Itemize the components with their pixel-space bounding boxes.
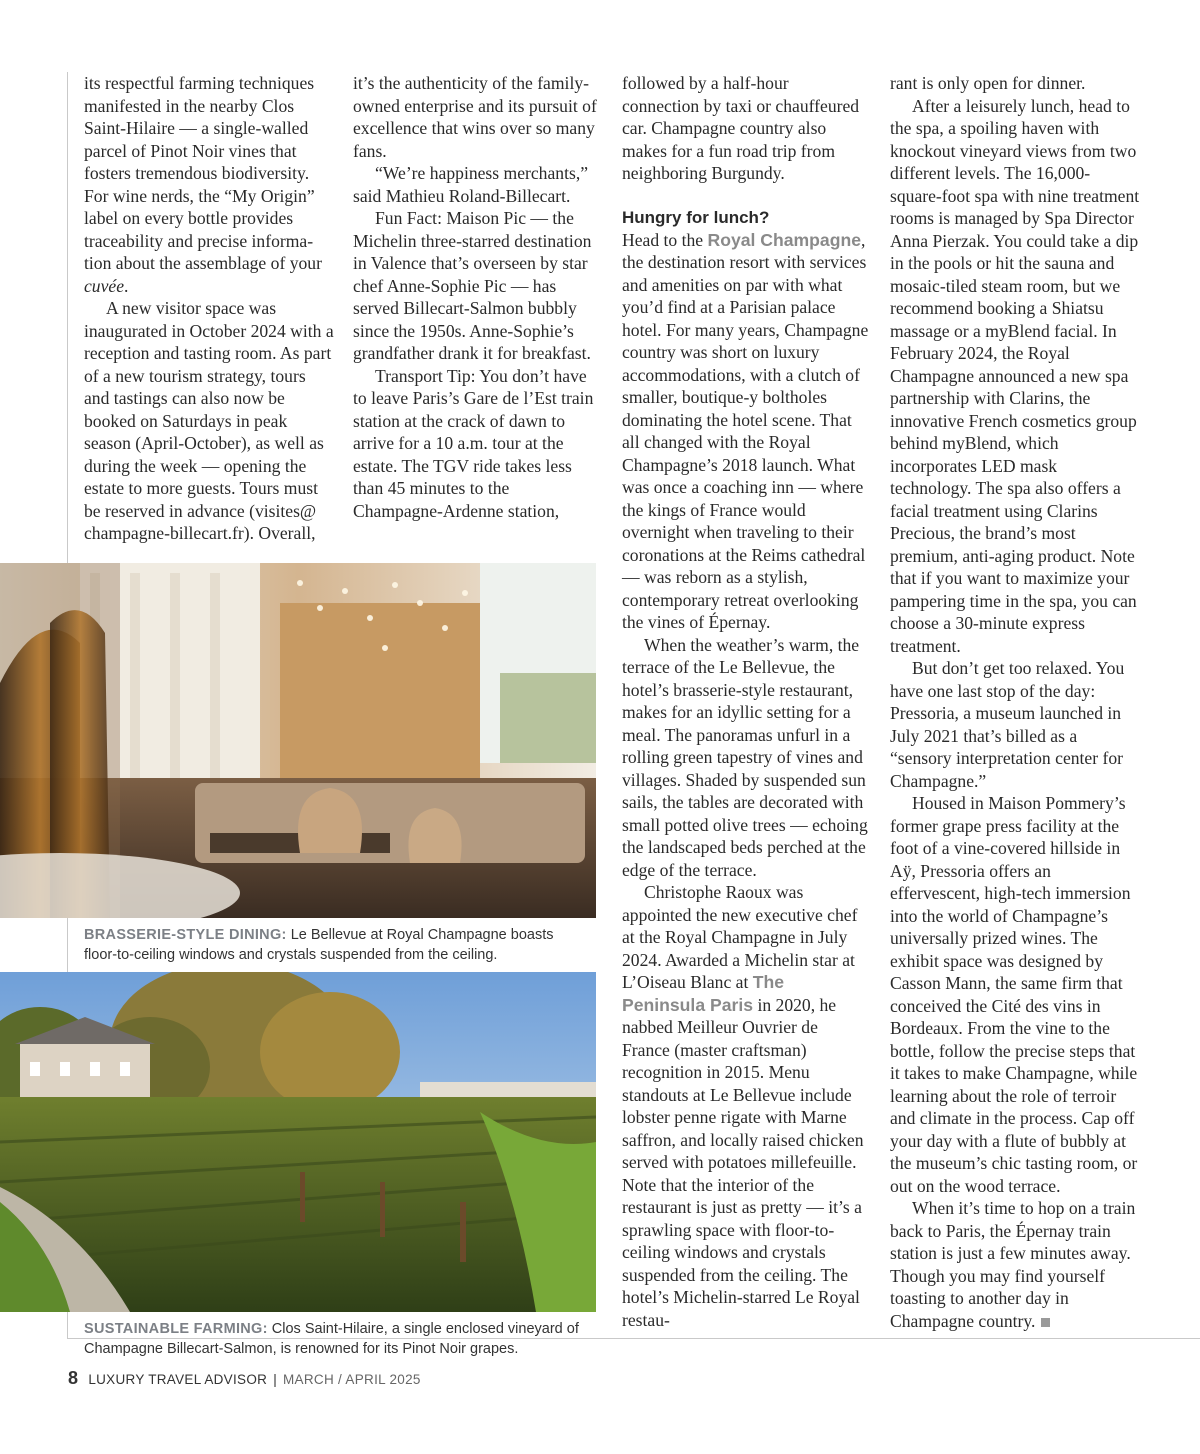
article-column-3 bbox=[622, 72, 870, 1331]
vineyard-photo-caption: SUSTAINABLE FARMING: Clos Saint-Hilaire, a single enclosed vineyard of Champagne Billecart-Salmon, is renowned for its Pinot Noir grapes. bbox=[84, 1321, 579, 1357]
paragraph: When it’s time to hop on a train back to Paris, the Épernay train station is just a few minutes away. Though you may find yourself toasting to another day in Champagne country. bbox=[890, 1198, 1136, 1331]
paragraph: Housed in Maison Pommery’s former grape press facility at the foot of a vine-covered hillside in Aÿ, Pressoria offers an effervescent, high-tech immersion into the world of Champagne’s universally prized wines. The exhibit space was designed by Casson Mann, the same firm that conceived the Cité des vins in Bordeaux. From the vine to the bottle, follow the precise steps that it takes to make Champagne, while learning about the role of terroir and climate in the process. Cap off your day with a flute of bubbly at the museum’s chic tasting room, or out on the wood terrace. bbox=[890, 793, 1138, 1196]
royal-champagne-link[interactable]: Royal Champagne bbox=[707, 229, 861, 250]
article-column-1 bbox=[84, 72, 334, 545]
section-heading: Hungry for lunch? bbox=[622, 207, 770, 227]
issue-date: MARCH / APRIL 2025 bbox=[283, 1372, 421, 1387]
paragraph: rant is only open for dinner. bbox=[890, 73, 1086, 93]
vineyard-photo bbox=[0, 972, 596, 1312]
vineyard-illustration bbox=[0, 972, 596, 1312]
restaurant-interior-illustration bbox=[0, 563, 596, 918]
peninsula-paris-link[interactable]: The Peninsula Paris bbox=[622, 972, 785, 1015]
page-number: 8 bbox=[68, 1368, 79, 1388]
paragraph: When the weather’s warm, the terrace of the Le Bellevue, the hotel’s brasserie-style restaurant, makes for an idyllic setting for a meal. The panoramas unfurl in a rolling green tapestry of vines and villages. Shaded by suspended sun sails, the tables are decorated with small potted olive trees — echoing the landscaped beds perched at the edge of the terrace. bbox=[622, 634, 868, 880]
end-mark-icon bbox=[1041, 1318, 1050, 1327]
restaurant-interior-photo bbox=[0, 563, 596, 918]
caption-label: BRASSERIE-STYLE DINING: bbox=[84, 927, 287, 943]
article-column-4 bbox=[890, 72, 1140, 1332]
fun-fact-paragraph: Fun Fact: Maison Pic — the Michelin three-starred destination in Valence that’s overseen by star chef Anne-Sophie Pic — has served Billecart-Salmon bubbly since the 1950s. Anne-Sophie’s grandfather drank it for breakfast. bbox=[353, 208, 592, 363]
page-footer bbox=[68, 1368, 421, 1389]
paragraph: But don’t get too relaxed. You have one last stop of the day: Pressoria, a museum launched in July 2021 that’s billed as a “sensory interpretation center for Champagne.” bbox=[890, 658, 1125, 791]
footer-separator: | bbox=[273, 1372, 277, 1387]
caption-label: SUSTAINABLE FARMING: bbox=[84, 1321, 268, 1337]
paragraph: Christophe Raoux was appointed the new executive chef at the Royal Champagne in July 2024. Awarded a Michelin star at L’Oiseau Blanc at The Peninsula Paris in 2020, he nabbed Meilleur Ouvrier de France (master craftsman) recognition in 2015. Menu standouts at Le Bellevue include lobster penne rigate with Marne saffron, and locally raised chicken served with potatoes millefeuille. Note that the interior of the restaurant is just as pretty — it’s a sprawling space with floor-to-ceiling windows and crystals suspended from the ceiling. The hotel’s Michelin-starred Le Royal restau- bbox=[622, 882, 864, 1330]
dining-photo-caption: BRASSERIE-STYLE DINING: Le Bellevue at Royal Champagne boasts floor-to-ceiling windows and crystals suspended from the ceiling. bbox=[84, 927, 554, 963]
paragraph: After a leisurely lunch, head to the spa, a spoiling haven with knockout vineyard views from two different levels. The 16,000-square-foot spa with nine treatment rooms is managed by Spa Director Anna Pierzak. You could take a dip in the pools or hit the sauna and mosaic-tiled steam room, but we recommend booking a Shiatsu massage or a myBlend facial. In February 2024, the Royal Champagne announced a new spa partnership with Clarins, the innovative French cosmetics group behind myBlend, which incorporates LED mask technology. The spa also offers a facial treatment using Clarins Precious, the brand’s most premium, anti-aging product. Note that if you want to maximize your pampering time in the spa, you can choose a 30-minute express treatment. bbox=[890, 95, 1140, 656]
paragraph: Head to the Royal Champagne, the destination resort with services and amenities on par with what you’d find at a Parisian palace hotel. For many years, Champagne country was short on luxury accommodations, with a clutch of smaller, boutique-y boltholes dominating the hotel scene. That all changed with the Royal Champagne’s 2018 launch. What was once a coaching inn — where the kings of France would overnight when traveling to their coronations at the Reims cathedral — was reborn as a stylish, contemporary retreat overlooking the vines of Épernay. bbox=[622, 229, 869, 632]
article-column-2 bbox=[353, 72, 600, 522]
transport-tip-paragraph: Transport Tip: You don’t have to leave Paris’s Gare de l’Est train station at the crack of dawn to arrive for a 10 a.m. tour at the estate. The TGV ride takes less than 45 minutes to the Champagne-Ardenne station, bbox=[353, 365, 594, 521]
publication-name: LUXURY TRAVEL ADVISOR bbox=[88, 1372, 268, 1387]
paragraph: followed by a half-hour connection by taxi or chauffeured car. Champagne country also makes for a fun road trip from neighboring Burgundy. bbox=[622, 73, 860, 183]
paragraph: A new visitor space was inaugurated in October 2024 with a reception and tasting room. As part of a new tourism strategy, tours and tastings can also now be booked on Saturdays in peak season (April-October), as well as during the week — opening the estate to more guests. Tours must be reserved in advance (visites@ champagne-billecart.fr). Overall, bbox=[84, 298, 334, 543]
quote-paragraph: “We’re happiness merchants,” said Mathieu Roland-Billecart. bbox=[353, 163, 589, 206]
paragraph: its respectful farming techniques manifested in the nearby Clos Saint-Hilaire — a single-walled parcel of Pinot Noir vines that fosters tremendous biodiversity. For wine nerds, the “My Origin” label on every bottle provides traceability and precise informa-tion about the assemblage of your cuvée. bbox=[84, 73, 322, 296]
paragraph: it’s the authenticity of the family-owned enterprise and its pursuit of excellence that wins over so many fans. bbox=[353, 73, 597, 161]
